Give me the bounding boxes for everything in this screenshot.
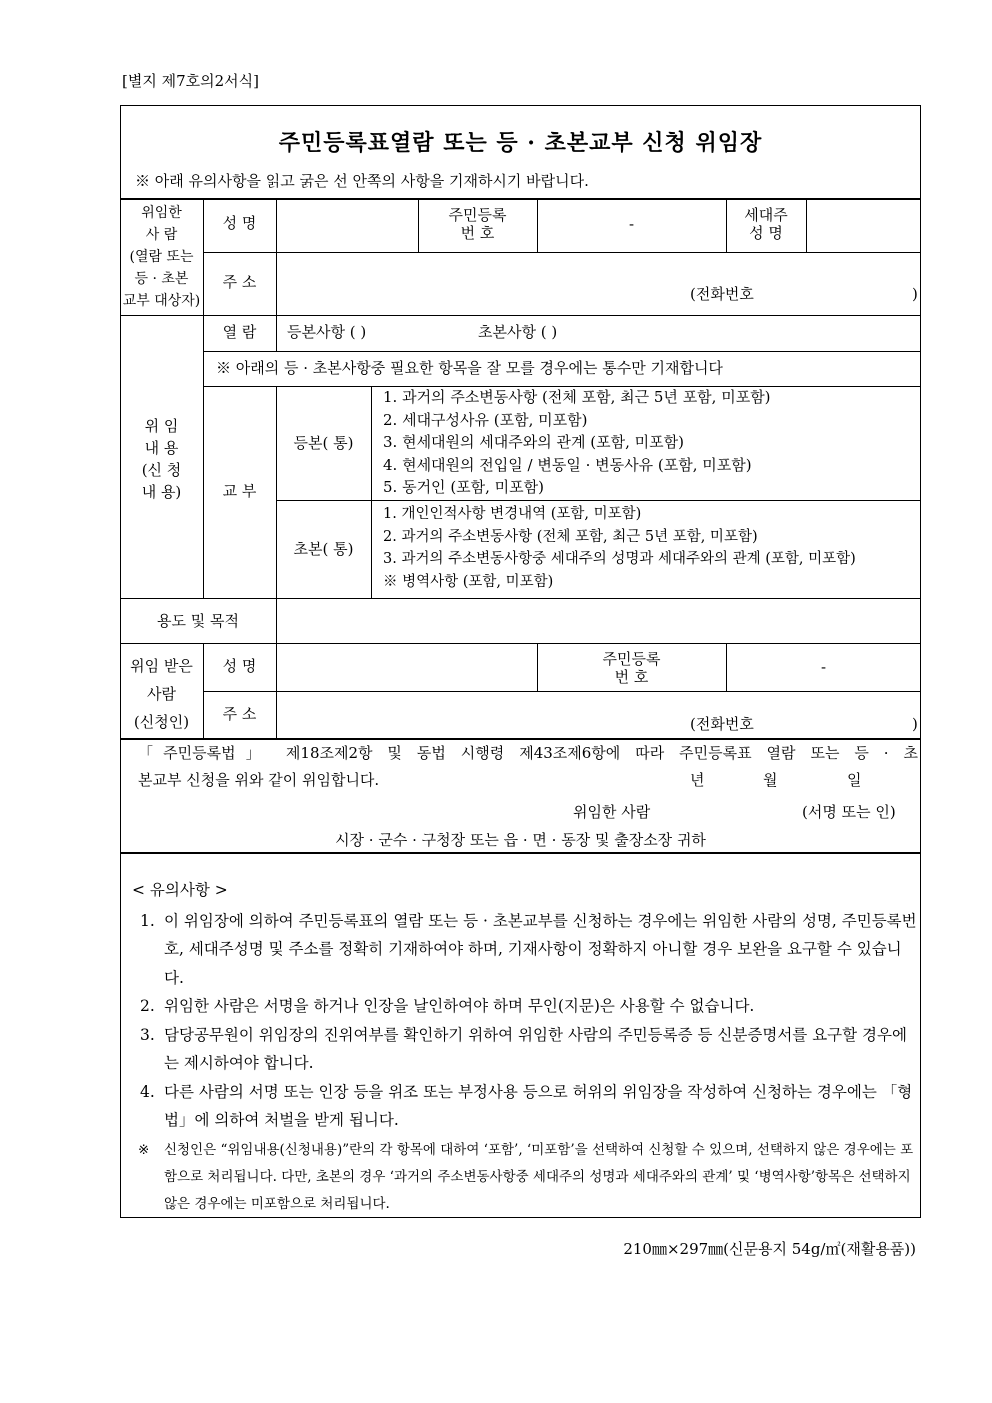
guide-item: 4. 다른 사람의 서명 또는 인장 등을 위조 또는 부정사용 등으로 허위의 위임장을 작성하여 신청하는 경우에는 「형법」에 의하여 처벌을 받게 됩니다. <box>140 1082 913 1129</box>
delegator-householder-field[interactable] <box>806 199 921 252</box>
delegate-rrn-label: 주민등록 번 호 <box>602 650 661 686</box>
view-abstract-option[interactable]: 초본사항 ( ) <box>478 323 558 341</box>
delegator-section-label: 위임한 사 람 (열람 또는 등 · 초본 교부 대상자) <box>122 205 201 309</box>
purpose-field[interactable] <box>277 599 921 643</box>
delegator-rrn-field[interactable]: - <box>628 215 635 233</box>
statement-line1: 「주민등록법」 제18조제2항 및 동법 시행령 제43조제6항에 따라 주민등록표 열람 또는 등 · 초 <box>138 744 918 762</box>
addressee: 시장 · 군수 · 구청장 또는 읍 · 면 · 동장 및 출장소장 귀하 <box>335 831 706 849</box>
abstract-item[interactable]: 2. 과거의 주소변동사항 (전체 포함, 최근 5년 포함, 미포함) <box>383 528 758 545</box>
statement-line2: 본교부 신청을 위와 같이 위임합니다. <box>138 771 380 789</box>
date-year: 년 <box>690 771 705 789</box>
view-copy-option[interactable]: 등본사항 ( ) <box>287 323 367 341</box>
abstract-item[interactable]: 1. 개인인적사항 변경내역 (포함, 미포함) <box>383 506 642 522</box>
issue-label: 교 부 <box>222 482 257 500</box>
guide-section <box>132 876 918 1218</box>
form-notice: ※ 아래 유의사항을 읽고 굵은 선 안쪽의 사항을 기재하시기 바랍니다. <box>135 172 589 190</box>
delegate-phone-close: ) <box>912 715 918 733</box>
issue-notice: ※ 아래의 등 · 초본사항중 필요한 항목을 잘 모를 경우에는 통수만 기재합니다 <box>216 359 723 377</box>
guide-note: ※ 신청인은 “위임내용(신청내용)”란의 각 항목에 대하여 ‘포함’, ‘미포함’을 선택하여 신청할 수 있으며, 선택하지 않은 경우에는 포함으로 처리됩니다. 다만, 초본의 경우 ‘과거의 주소변동사항중 세대주의 성명과 세대주와의 관계’ 및 ‘병역사항’항목은 선택하지 않은 경우에는 미포함으로 처리됩니다. <box>138 1141 914 1212</box>
copy-item[interactable]: 4. 현세대원의 전입일 / 변동일 · 변동사유 (포함, 미포함) <box>383 455 752 474</box>
guide-item: 2. 위임한 사람은 서명을 하거나 인장을 날인하여야 하며 무인(지문)은 사용할 수 없습니다. <box>140 997 755 1015</box>
delegator-householder-label: 세대주 성 명 <box>744 206 788 242</box>
guide-item: 3. 담당공무원이 위임장의 진위여부를 확인하기 위하여 위임한 사람의 주민등록증 등 신분증명서를 요구할 경우에는 제시하여야 합니다. <box>140 1025 907 1072</box>
delegator-sign-label: 위임한 사람 <box>573 803 651 821</box>
date-month: 월 <box>763 771 778 789</box>
copy-item[interactable]: 3. 현세대원의 세대주와의 관계 (포함, 미포함) <box>383 433 684 451</box>
sign-field[interactable]: (서명 또는 인) <box>802 803 896 821</box>
delegate-section-label: 위임 받은 사람 (신청인) <box>130 657 193 731</box>
delegate-phone-label: (전화번호 <box>690 715 754 733</box>
delegate-address-field[interactable] <box>277 692 921 738</box>
copy-item[interactable]: 2. 세대구성사유 (포함, 미포함) <box>383 410 588 429</box>
copy-items <box>383 386 771 499</box>
abstract-item[interactable]: ※ 병역사항 (포함, 미포함) <box>383 573 554 590</box>
form-title: 주민등록표열람 또는 등 · 초본교부 신청 위임장 <box>278 130 763 156</box>
delegate-name-field[interactable] <box>277 644 537 691</box>
copy-count[interactable]: 등본( 통) <box>293 434 354 452</box>
delegate-name-label: 성 명 <box>222 657 257 675</box>
paper-spec: 210㎜×297㎜(신문용지 54g/㎡(재활용품)) <box>623 1240 916 1258</box>
purpose-label: 용도 및 목적 <box>157 612 239 630</box>
copy-item[interactable]: 5. 동거인 (포함, 미포함) <box>383 478 545 496</box>
abstract-count[interactable]: 초본( 통) <box>293 540 354 558</box>
copy-item[interactable]: 1. 과거의 주소변동사항 (전체 포함, 최근 5년 포함, 미포함) <box>383 388 771 406</box>
date-day: 일 <box>847 771 862 789</box>
delegator-address-label: 주 소 <box>222 273 257 291</box>
content-section-label: 위 임 내 용 (신 청 내 용) <box>141 417 182 501</box>
view-label: 열 람 <box>222 323 257 341</box>
delegator-address-field[interactable] <box>276 253 921 315</box>
delegate-address-label: 주 소 <box>222 705 257 723</box>
delegate-rrn-field[interactable]: - <box>820 658 827 676</box>
guide-heading: < 유의사항 > <box>132 881 228 899</box>
delegator-name-field[interactable] <box>276 199 418 252</box>
delegator-rrn-label: 주민등록 번 호 <box>448 206 507 242</box>
delegator-phone-label: (전화번호 <box>690 285 754 303</box>
form-label: [별지 제7호의2서식] <box>122 72 259 90</box>
guide-item: 1. 이 위임장에 의하여 주민등록표의 열람 또는 등 · 초본교부를 신청하는 경우에는 위임한 사람의 성명, 주민등록번호, 세대주성명 및 주소를 정확히 기재하여야 하며, 기재사항이 정확하지 아니할 경우 보완을 요구할 수 있습니다. <box>140 911 917 987</box>
delegator-phone-close: ) <box>912 285 918 303</box>
abstract-items <box>383 503 856 593</box>
delegator-name-label: 성 명 <box>222 214 257 232</box>
abstract-item[interactable]: 3. 과거의 주소변동사항중 세대주의 성명과 세대주와의 관계 (포함, 미포함) <box>383 551 856 567</box>
